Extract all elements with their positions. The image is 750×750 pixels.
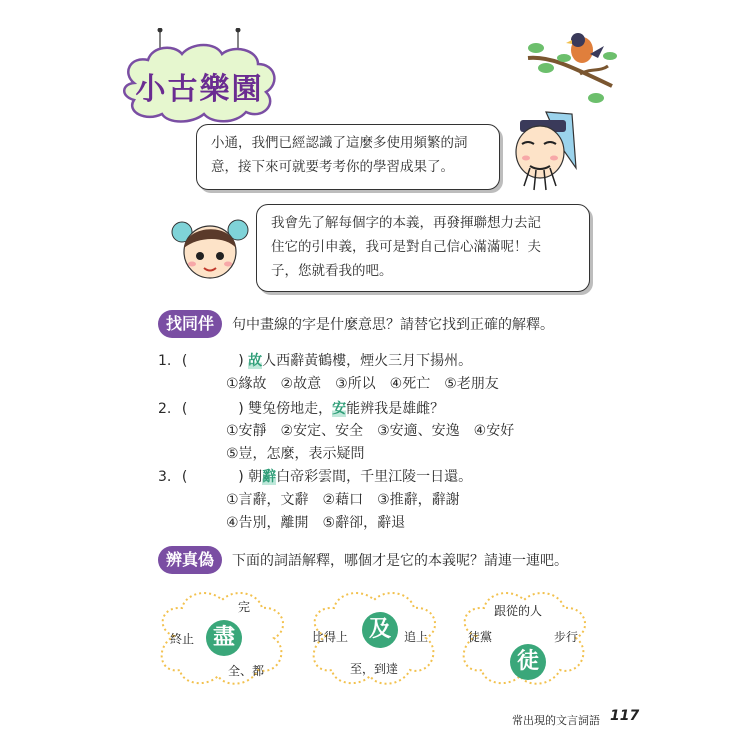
cloud-meaning-label[interactable]: 完 — [238, 600, 251, 614]
answer-paren-close: ) — [238, 469, 244, 485]
highlighted-character: 故 — [248, 353, 263, 369]
cloud-center-character[interactable]: 徒 — [510, 644, 546, 680]
section-badge-find-partner: 找同伴 — [158, 310, 222, 338]
answer-paren-close: ) — [238, 353, 244, 369]
match-cloud-1 — [150, 586, 296, 690]
teacher-character-avatar — [500, 108, 590, 198]
question-sentence: 白帝彩雲間，千里江陵一日還。 — [276, 469, 473, 485]
answer-paren-open: ( — [181, 353, 188, 369]
cloud-meaning-label[interactable]: 全、都 — [228, 664, 265, 678]
highlighted-character: 辭 — [262, 469, 277, 485]
page-title: 小古樂園 — [135, 72, 264, 107]
answer-paren-open: ( — [181, 401, 188, 417]
question-2-options-line-2: ⑤豈，怎麼，表示疑問 — [226, 446, 365, 462]
answer-paren-close: ) — [238, 401, 244, 417]
question-number: 1. — [158, 353, 172, 369]
question-number: 2. — [158, 401, 172, 417]
bird-branch-illustration — [520, 28, 620, 108]
question-sentence-pre: 朝 — [248, 469, 263, 485]
student-line-2: 住它的引申義，我可是對自己信心滿滿呢！夫 — [271, 239, 541, 255]
section-instruction-find-partner: 句中畫線的字是什麼意思？請替它找到正確的解釋。 — [232, 317, 554, 333]
answer-paren-open: ( — [181, 469, 188, 485]
question-2-options-line-1: ①安靜 ②安定、安全 ③安適、安逸 ④安好 — [226, 423, 515, 439]
cloud-meaning-label[interactable]: 追上 — [404, 630, 429, 644]
question-1-options: ①緣故 ②故意 ③所以 ④死亡 ⑤老朋友 — [226, 376, 499, 392]
student-character-avatar — [168, 208, 254, 284]
teacher-speech-bubble — [196, 124, 500, 190]
cloud-center-character[interactable]: 盡 — [206, 620, 242, 656]
cloud-meaning-label[interactable]: 步行 — [554, 630, 579, 644]
question-sentence-pre: 雙兔傍地走， — [248, 401, 333, 417]
section-badge-true-false: 辨真偽 — [158, 546, 222, 574]
title-cloud — [112, 28, 287, 128]
cloud-meaning-label[interactable]: 徒黨 — [468, 630, 493, 644]
question-sentence: 人西辭黃鶴樓，煙火三月下揚州。 — [262, 353, 473, 369]
cloud-meaning-label[interactable]: 比得上 — [312, 630, 349, 644]
student-line-1: 我會先了解每個字的本義，再發揮聯想力去記 — [271, 215, 541, 231]
question-3-options-line-1: ①言辭，文辭 ②藉口 ③推辭，辭謝 — [226, 492, 460, 508]
cloud-meaning-label[interactable]: 至，到達 — [350, 662, 399, 676]
question-3-options-line-2: ④告別，離開 ⑤辭卻，辭退 — [226, 515, 406, 531]
question-3 — [158, 466, 472, 486]
cloud-meaning-label[interactable]: 跟從的人 — [494, 604, 543, 618]
cloud-meaning-label[interactable]: 終止 — [170, 632, 195, 646]
student-line-3: 子，您就看我的吧。 — [271, 263, 393, 279]
question-1 — [158, 350, 472, 370]
highlighted-character: 安 — [332, 401, 347, 417]
teacher-line-1: 小通，我們已經認識了這麼多使用頻繁的詞 — [211, 135, 468, 151]
match-cloud-3 — [452, 586, 598, 690]
question-2 — [158, 398, 444, 418]
question-number: 3. — [158, 469, 172, 485]
page-number: 117 — [610, 708, 640, 724]
cloud-center-character[interactable]: 及 — [362, 612, 398, 648]
student-speech-bubble — [256, 204, 590, 292]
match-cloud-2 — [302, 586, 448, 690]
teacher-line-2: 意，接下來可就要考考你的學習成果了。 — [211, 159, 454, 175]
footer-chapter-title: 常出現的文言詞語 — [512, 714, 600, 727]
question-sentence: 能辨我是雄雌？ — [346, 401, 445, 417]
section-instruction-true-false: 下面的詞語解釋，哪個才是它的本義呢？請連一連吧。 — [232, 553, 568, 569]
